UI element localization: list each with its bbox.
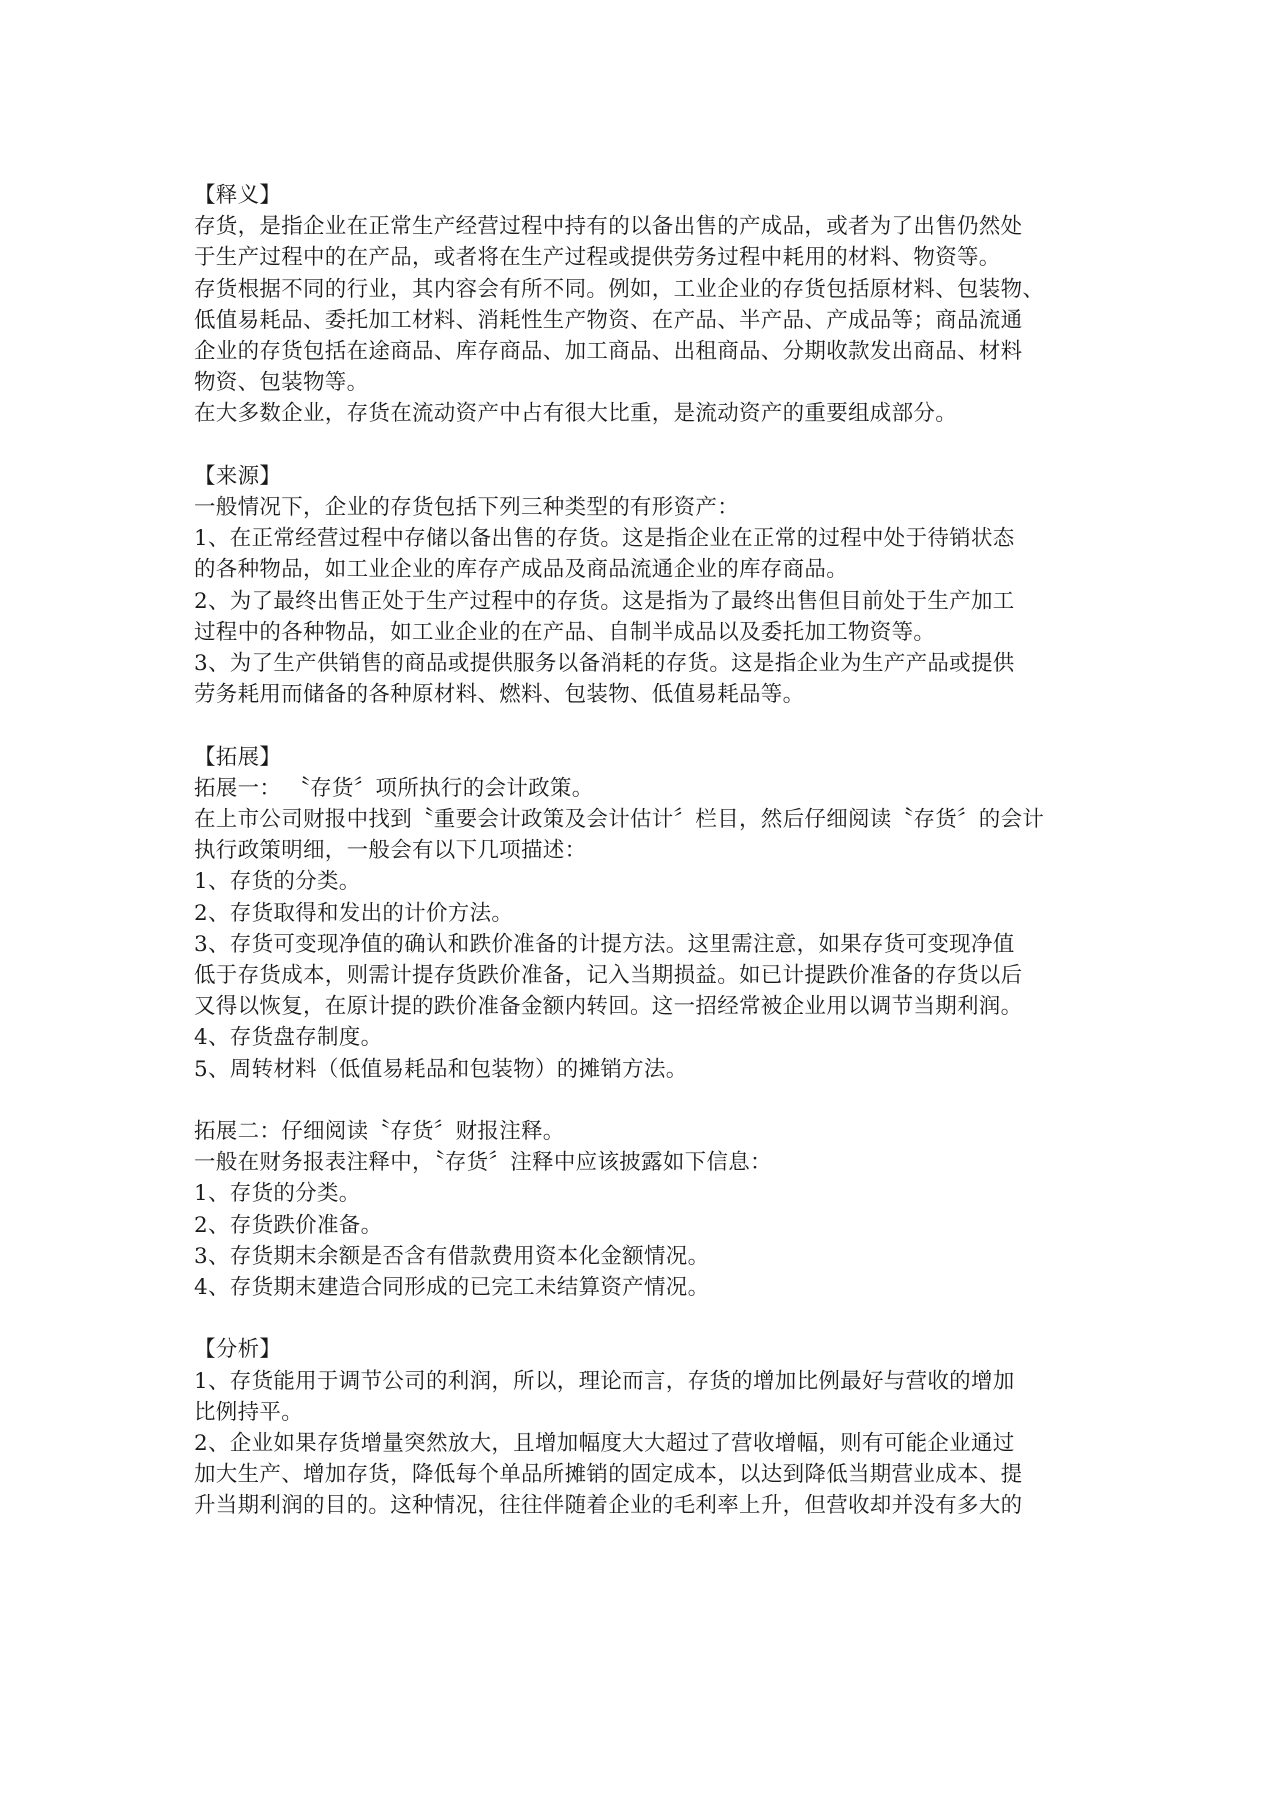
paragraph-line: 2、企业如果存货增量突然放大，且增加幅度大大超过了营收增幅，则有可能企业通过: [194, 1431, 1015, 1457]
paragraph-line: 拓展一： 〝存货〞项所执行的会计政策。: [194, 775, 594, 801]
paragraph-line: 5、周转材料（低值易耗品和包装物）的摊销方法。: [194, 1056, 688, 1082]
paragraph-line: 加大生产、增加存货，降低每个单品所摊销的固定成本，以达到降低当期营业成本、提: [194, 1462, 1023, 1488]
paragraph-line: 升当期利润的目的。这种情况，往往伴随着企业的毛利率上升，但营收却并没有多大的: [194, 1493, 1023, 1519]
section-extension-two: [194, 1116, 1094, 1303]
paragraph-line: 拓展二：仔细阅读〝存货〞财报注释。: [194, 1119, 565, 1145]
section-heading: 【来源】: [194, 463, 282, 489]
paragraph-line: 过程中的各种物品，如工业企业的在产品、自制半成品以及委托加工物资等。: [194, 619, 936, 645]
paragraph-line: 3、存货可变现净值的确认和跌价准备的计提方法。这里需注意，如果存货可变现净值: [194, 931, 1015, 957]
paragraph-line: 低值易耗品、委托加工材料、消耗性生产物资、在产品、半产品、产成品等；商品流通: [194, 307, 1023, 333]
paragraph-line: 物资、包装物等。: [194, 370, 369, 396]
paragraph-line: 执行政策明细，一般会有以下几项描述：: [194, 838, 587, 864]
section-heading: 【拓展】: [194, 744, 282, 770]
section-extension: [194, 742, 1094, 1085]
paragraph-line: 1、在正常经营过程中存储以备出售的存货。这是指企业在正常的过程中处于待销状态: [194, 526, 1015, 552]
paragraph-line: 一般情况下，企业的存货包括下列三种类型的有形资产：: [194, 495, 740, 521]
paragraph-line: 劳务耗用而储备的各种原材料、燃料、包装物、低值易耗品等。: [194, 682, 805, 708]
paragraph-line: 的各种物品，如工业企业的库存产成品及商品流通企业的库存商品。: [194, 557, 849, 583]
paragraph-line: 又得以恢复，在原计提的跌价准备金额内转回。这一招经常被企业用以调节当期利润。: [194, 994, 1023, 1020]
paragraph-line: 4、存货期末建造合同形成的已完工未结算资产情况。: [194, 1275, 710, 1301]
paragraph-line: 2、存货跌价准备。: [194, 1212, 383, 1238]
section-analysis: [194, 1334, 1094, 1521]
paragraph-line: 企业的存货包括在途商品、库存商品、加工商品、出租商品、分期收款发出商品、材料: [194, 339, 1023, 365]
paragraph-line: 存货根据不同的行业，其内容会有所不同。例如，工业企业的存货包括原材料、包装物、: [194, 276, 1045, 302]
section-definition: [194, 180, 1094, 430]
paragraph-line: 3、存货期末余额是否含有借款费用资本化金额情况。: [194, 1243, 710, 1269]
paragraph-line: 比例持平。: [194, 1399, 304, 1425]
paragraph-line: 低于存货成本，则需计提存货跌价准备，记入当期损益。如已计提跌价准备的存货以后: [194, 963, 1023, 989]
section-source: [194, 461, 1094, 711]
paragraph-line: 3、为了生产供销售的商品或提供服务以备消耗的存货。这是指企业为生产产品或提供: [194, 651, 1015, 677]
paragraph-line: 1、存货能用于调节公司的利润，所以，理论而言，存货的增加比例最好与营收的增加: [194, 1368, 1015, 1394]
paragraph-line: 1、存货的分类。: [194, 1181, 361, 1207]
paragraph-line: 在上市公司财报中找到〝重要会计政策及会计估计〞栏目，然后仔细阅读〝存货〞的会计: [194, 807, 1045, 833]
section-heading: 【释义】: [194, 183, 282, 208]
paragraph-line: 于生产过程中的在产品，或者将在生产过程或提供劳务过程中耗用的材料、物资等。: [194, 245, 1001, 271]
document-page: [194, 180, 1094, 1522]
paragraph-line: 2、为了最终出售正处于生产过程中的存货。这是指为了最终出售但目前处于生产加工: [194, 588, 1015, 614]
paragraph-line: 2、存货取得和发出的计价方法。: [194, 900, 514, 926]
paragraph-line: 在大多数企业，存货在流动资产中占有很大比重，是流动资产的重要组成部分。: [194, 401, 958, 427]
paragraph-line: 4、存货盘存制度。: [194, 1025, 383, 1051]
paragraph-line: 1、存货的分类。: [194, 869, 361, 895]
paragraph-line: 一般在财务报表注释中，〝存货〞注释中应该披露如下信息：: [194, 1150, 772, 1176]
section-heading: 【分析】: [194, 1337, 282, 1363]
paragraph-line: 存货，是指企业在正常生产经营过程中持有的以备出售的产成品，或者为了出售仍然处: [194, 214, 1023, 240]
